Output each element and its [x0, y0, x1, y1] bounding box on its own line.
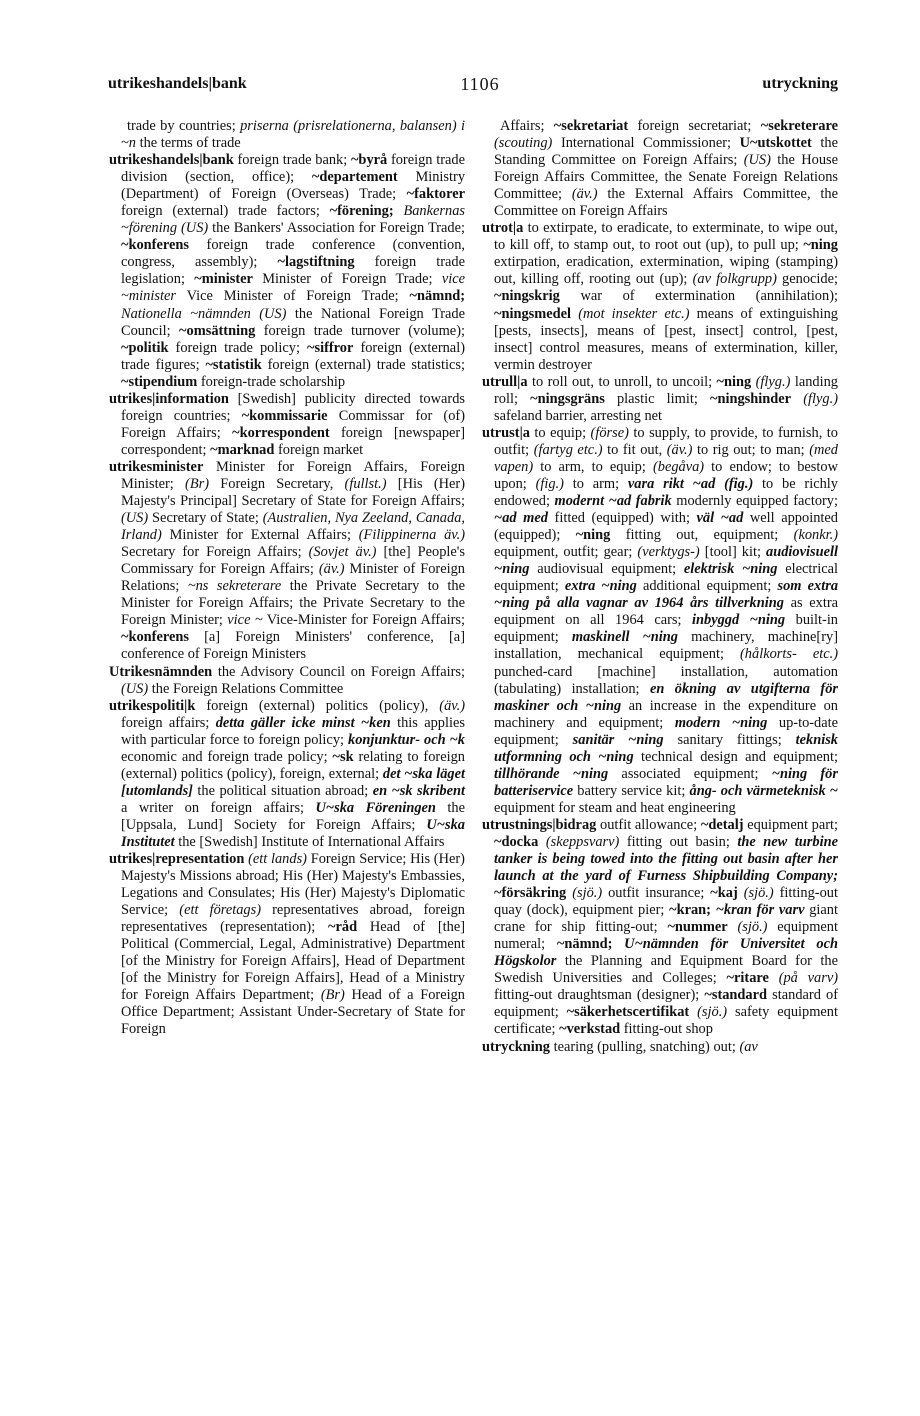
- definition-text: foreign [newspaper] correspondent;: [121, 424, 465, 458]
- definition-text: Foreign Service; His (Her) Majesty's Missions abroad; His (Her) Majesty's Embassies, Legations and Consulates; His (Her) Majesty's Diplomatic Service;: [121, 851, 465, 919]
- definition-text: additional equipment;: [636, 578, 778, 595]
- italic-gloss: (hålkorts- etc.): [740, 646, 838, 663]
- definition-text: fitting out, equipment;: [610, 527, 794, 544]
- italic-gloss: (sjö.): [572, 885, 603, 902]
- italic-gloss: (skeppsvarv): [545, 833, 620, 850]
- headword: utrustnings|bidrag: [482, 816, 597, 833]
- definition-text: to arm, to equip;: [533, 458, 653, 475]
- definition-text: the Advisory Council on Foreign Affairs;: [212, 663, 465, 680]
- italic-gloss: (US): [743, 152, 771, 169]
- dictionary-entry: [482, 220, 838, 373]
- definition-text: foreign (external) trade factors;: [121, 203, 330, 220]
- subentry: ~kran;: [669, 902, 711, 919]
- definition-text: fitting-out quay (dock), equipment pier;: [494, 885, 838, 919]
- italic-gloss: priserna (prisrelationerna, balansen) i ~n: [121, 118, 465, 152]
- italic-gloss: (fullst.): [344, 475, 387, 492]
- italic-gloss: (US): [121, 510, 149, 527]
- definition-text: foreign (external) trade statistics;: [261, 356, 465, 373]
- definition-text: war of extermination (annihilation);: [559, 288, 838, 305]
- subentry: ~nummer: [667, 919, 728, 936]
- italic-phrase: det ~ska läget [utomlands]: [121, 765, 465, 799]
- definition-text: [728, 919, 738, 935]
- subentry: ~råd: [328, 919, 358, 936]
- italic-phrase: modern ~ning: [674, 714, 768, 731]
- italic-gloss: (sjö.): [737, 919, 768, 936]
- definition-text: the Bankers' Association for Foreign Trade;: [208, 220, 465, 237]
- subentry: ~försäkring: [494, 885, 567, 902]
- definition-text: [tool] kit;: [699, 544, 767, 561]
- italic-gloss: (ett företags): [179, 902, 262, 919]
- italic-phrase: detta gäller icke minst ~ken: [215, 714, 391, 731]
- headword: utrikes|representation: [109, 851, 245, 868]
- subentry: ~konferens: [121, 237, 189, 254]
- italic-gloss: (flyg.): [755, 373, 791, 390]
- italic-phrase: inbyggd ~ning: [692, 612, 786, 629]
- italic-phrase: ~ad med: [494, 510, 548, 527]
- definition-text: as extra equipment on all 1964 cars;: [494, 595, 838, 629]
- definition-text: Minister of Foreign Relations;: [121, 561, 465, 595]
- subentry: ~konferens: [121, 629, 189, 646]
- italic-gloss: (scouting): [494, 135, 553, 152]
- definition-text: foreign market: [274, 441, 364, 458]
- right-column: [482, 118, 838, 1056]
- definition-text: [394, 203, 404, 219]
- definition-text: technical design and equipment;: [633, 748, 838, 765]
- subentry: ~politik: [121, 339, 169, 356]
- definition-text: Minister for External Affairs;: [161, 527, 359, 544]
- definition-text: equipment for steam and heat engineering: [494, 799, 736, 816]
- italic-phrase: en ~sk skribent: [372, 782, 465, 799]
- definition-text: fitting-out shop: [620, 1021, 713, 1038]
- italic-phrase: ~kran för varv: [715, 902, 805, 919]
- definition-text: foreign trade policy;: [168, 339, 307, 356]
- subentry: ~ningsmedel: [494, 305, 572, 322]
- definition-text: outfit insurance;: [602, 885, 711, 902]
- definition-text: foreign affairs;: [121, 714, 216, 731]
- italic-gloss: Nationella ~nämnden (US): [121, 305, 287, 322]
- headword: Utrikesnämnden: [109, 663, 213, 680]
- subentry: ~nämnd;: [556, 936, 613, 953]
- definition-text: built-in equipment;: [494, 612, 839, 646]
- headword: utrot|a: [482, 220, 524, 237]
- italic-gloss: (äv.): [666, 441, 693, 458]
- definition-text: modernly equipped factory;: [671, 493, 839, 510]
- definition-text: safety equipment certificate;: [494, 1004, 838, 1038]
- definition-text: well appointed (equipped);: [494, 510, 838, 544]
- definition-text: fitting-out draughtsman (designer);: [494, 987, 705, 1004]
- italic-gloss: (av folkgrupp): [692, 271, 777, 288]
- subentry: ~sekretariat: [553, 118, 629, 134]
- definition-text: Secretary for Foreign Affairs;: [121, 544, 309, 561]
- definition-text: the National Foreign Trade Council;: [121, 305, 465, 339]
- definition-text: foreign trade turnover (volume);: [255, 322, 465, 339]
- subentry: ~kaj: [710, 885, 738, 902]
- subentry: ~siffror: [307, 339, 354, 356]
- italic-gloss: (Australien, Nya Zeeland, Canada, Irland): [121, 510, 465, 544]
- definition-text: the Foreign Relations Committee: [148, 680, 344, 697]
- definition-text: the terms of trade: [135, 135, 241, 152]
- definition-text: to equip;: [529, 424, 591, 441]
- definition-text: the Planning and Equipment Board for the Swedish Universities and Colleges;: [494, 953, 838, 987]
- definition-text: fitting out basin;: [619, 833, 738, 850]
- definition-text: [Swedish] publicity directed towards foreign countries;: [121, 390, 465, 424]
- italic-phrase: en ökning av utgifterna för maskiner och ~ning: [494, 680, 839, 714]
- subentry: ~ningskrig: [494, 288, 560, 305]
- definition-text: Affairs;: [500, 118, 554, 134]
- definition-text: landing roll;: [494, 373, 838, 407]
- italic-gloss: (Br): [185, 475, 210, 492]
- definition-text: this applies with particular force to foreign policy;: [121, 714, 465, 748]
- subentry: U~utskottet: [739, 135, 812, 152]
- subentry: ~säkerhetscertifikat: [566, 1004, 690, 1021]
- italic-phrase: vara rikt ~ad (fig.): [627, 475, 754, 492]
- subentry: ~verkstad: [559, 1021, 621, 1038]
- italic-gloss: Bankernas ~förening (US): [121, 203, 465, 237]
- subentry: ~nämnd;: [409, 288, 465, 305]
- subentry: ~standard: [704, 987, 768, 1004]
- dictionary-entry: [109, 664, 465, 698]
- definition-text: to extirpate, to eradicate, to exterminate, to wipe out, to kill off, to stamp out, to root out (up), to pull up;: [494, 220, 838, 254]
- definition-text: up-to-date equipment;: [494, 714, 839, 748]
- italic-phrase: maskinell ~ning: [571, 629, 679, 646]
- definition-text: to fit out,: [602, 441, 667, 458]
- definition-text: foreign (external) politics (policy),: [195, 697, 440, 714]
- italic-gloss: (fartyg etc.): [533, 441, 603, 458]
- subentry: ~ning: [803, 237, 838, 254]
- definition-text: the [Swedish] Institute of International Affairs: [174, 833, 445, 850]
- definition-text: extirpation, eradication, extermination, wiping (stamping) out, killing off, rooting out (up);: [494, 254, 838, 288]
- italic-gloss: (begåva): [652, 458, 705, 475]
- entry-continuation: [109, 118, 465, 152]
- italic-gloss: (Filippinerna äv.): [358, 527, 465, 544]
- entry-continuation: [482, 118, 838, 220]
- definition-text: giant crane for ship fitting-out;: [494, 902, 838, 936]
- subentry: ~ning: [575, 527, 611, 544]
- dictionary-entry: [109, 391, 465, 459]
- subentry: ~kommissarie: [241, 407, 328, 424]
- definition-text: [689, 1004, 697, 1020]
- running-head-first-entry: utrikeshandels|bank: [108, 75, 247, 92]
- definition-text: means of extinguishing [pests, insects], means of [pest, insect] control, [pest, insect] control measures, means of extermination, killer, vermin destroyer: [494, 305, 838, 373]
- subentry: ~ning: [716, 373, 752, 390]
- subentry: ~ningsgräns: [530, 390, 605, 407]
- italic-phrase: sanitär ~ning: [572, 731, 664, 748]
- definition-text: foreign trade legislation;: [121, 254, 466, 288]
- definition-text: equipment, outfit; gear;: [494, 544, 638, 561]
- headword: utrikespoliti|k: [109, 697, 196, 714]
- definition-text: genocide;: [776, 271, 838, 288]
- dictionary-entry: [109, 698, 465, 851]
- definition-text: foreign-trade scholarship: [197, 373, 346, 390]
- italic-gloss: (US): [121, 680, 149, 697]
- subentry: ~faktorer: [406, 186, 465, 203]
- definition-text: electrical equipment;: [494, 561, 838, 595]
- subentry: ~ningshinder: [710, 390, 792, 407]
- definition-text: to roll out, to unroll, to uncoil;: [527, 373, 717, 390]
- definition-text: Secretary of State;: [148, 510, 263, 527]
- definition-text: foreign trade conference (convention, congress, assembly);: [121, 237, 465, 271]
- italic-gloss: vice ~: [227, 612, 263, 629]
- subentry: ~korrespondent: [232, 424, 330, 441]
- headword: utrikeshandels|bank: [109, 152, 234, 169]
- definition-text: [791, 391, 803, 407]
- definition-text: [the] People's Commissary for Foreign Affairs;: [121, 544, 465, 578]
- headword: utrull|a: [482, 373, 528, 390]
- definition-text: equipment numeral;: [494, 919, 839, 953]
- definition-text: battery service kit;: [573, 782, 690, 799]
- definition-text: the Private Secretary to the Minister for Foreign Affairs; the Private Secretary to the Foreign Minister;: [121, 578, 465, 629]
- italic-phrase: modernt ~ad fabrik: [554, 493, 672, 510]
- definition-text: Head of [the] Political (Commercial, Legal, Administrative) Department [of the Ministry for Foreign Affairs], Head of Department [of the Ministry for Foreign Affairs], Head of a Ministry for Foreign Affairs Department;: [121, 919, 465, 1004]
- italic-phrase: U~ska Föreningen: [315, 799, 436, 816]
- dictionary-entry: [482, 1039, 838, 1056]
- subentry: ~departement: [311, 169, 398, 186]
- italic-gloss: ~ns sekreterare: [187, 578, 282, 595]
- italic-gloss: (flyg.): [803, 390, 838, 407]
- definition-text: plastic limit;: [604, 390, 710, 407]
- definition-text: foreign (external) trade figures;: [121, 339, 465, 373]
- subentry: ~detalj: [700, 816, 744, 833]
- italic-gloss: vice ~minister: [121, 271, 465, 305]
- italic-phrase: tillhörande ~ning: [494, 765, 609, 782]
- subentry: ~statistik: [205, 356, 262, 373]
- italic-gloss: (konkr.): [793, 527, 839, 544]
- definition-text: to supply, to provide, to furnish, to outfit;: [494, 424, 838, 458]
- definition-text: [His (Her) Majesty's Principal] Secretary of State for Foreign Affairs;: [121, 475, 465, 510]
- italic-gloss: (mot insekter etc.): [578, 305, 690, 322]
- headword: utrikes|information: [109, 390, 229, 407]
- headword: utrust|a: [482, 424, 530, 441]
- definition-text: Vice Minister of Foreign Trade;: [175, 288, 410, 305]
- italic-phrase: U~nämnden för Universitet och Högskolor: [494, 936, 838, 970]
- definition-text: International Commissioner;: [552, 135, 740, 152]
- definition-text: [a] Foreign Ministers' conference, [a] conference of Foreign Ministers: [121, 629, 465, 663]
- definition-text: Vice-Minister for Foreign Affairs;: [262, 612, 465, 629]
- subentry: ~marknad: [210, 441, 275, 458]
- headword: utrikesminister: [109, 458, 204, 475]
- dictionary-entry: [482, 817, 838, 1039]
- subentry: ~lagstiftning: [277, 254, 355, 271]
- left-column: [109, 118, 465, 1039]
- definition-text: tearing (pulling, snatching) out;: [549, 1038, 740, 1055]
- definition-text: [769, 970, 779, 986]
- italic-gloss: (på varv): [778, 970, 838, 987]
- definition-text: relating to foreign (external) politics (policy), foreign, external;: [121, 748, 465, 782]
- subentry: ~stipendium: [121, 373, 198, 390]
- definition-text: associated equipment;: [608, 765, 772, 782]
- definition-text: safeland barrier, arresting net: [494, 407, 663, 424]
- definition-text: punched-card [machine] installation, automation (tabulating) installation;: [494, 663, 838, 697]
- definition-text: Head of a Foreign Office Department; Assistant Under-Secretary of State for Foreign: [121, 987, 465, 1038]
- definition-text: Minister for Foreign Affairs, Foreign Minister;: [121, 458, 465, 492]
- definition-text: machinery, machine[ry] installation, mechanical equipment;: [494, 629, 839, 663]
- dictionary-entry: [109, 851, 465, 1039]
- definition-text: audiovisual equipment;: [529, 561, 684, 578]
- definition-text: Ministry (Department) of Foreign (Overseas) Trade;: [121, 169, 466, 203]
- subentry: ~minister: [194, 271, 253, 288]
- definition-text: foreign trade bank;: [233, 152, 351, 169]
- definition-text: representatives abroad, foreign representatives (representation);: [121, 902, 466, 936]
- italic-gloss: (av: [739, 1038, 758, 1055]
- subentry: ~omsättning: [179, 322, 256, 339]
- definition-text: an increase in the expenditure on machinery and equipment;: [494, 697, 838, 731]
- italic-phrase: the new turbine tanker is being towed into the fitting out basin after her launch at the yard of Furness Shipbuilding Company;: [494, 833, 838, 885]
- definition-text: to arm;: [563, 475, 628, 492]
- dictionary-entry: [109, 152, 465, 391]
- subentry: ~docka: [494, 833, 539, 850]
- definition-text: [612, 936, 624, 952]
- definition-text: to be richly endowed;: [494, 475, 838, 510]
- dictionary-entry: [482, 374, 838, 425]
- italic-gloss: (verktygs-): [637, 544, 700, 561]
- definition-text: Minister of Foreign Trade;: [252, 271, 442, 288]
- dictionary-entry: [109, 459, 465, 664]
- italic-phrase: teknisk utformning och ~ning: [494, 731, 839, 765]
- italic-gloss: (äv.): [571, 186, 598, 203]
- definition-text: the Standing Committee on Foreign Affairs;: [494, 135, 838, 169]
- running-head-last-entry: utryckning: [762, 75, 838, 92]
- subentry: ~sekreterare: [760, 118, 838, 134]
- definition-text: to endow; to bestow upon;: [494, 458, 838, 492]
- definition-text: a writer on foreign affairs;: [121, 799, 316, 816]
- italic-gloss: (sjö.): [743, 885, 774, 902]
- definition-text: the External Affairs Committee, the Committee on Foreign Affairs: [494, 186, 838, 220]
- subentry: ~byrå: [350, 152, 388, 169]
- headword: utryckning: [482, 1038, 550, 1055]
- definition-text: [538, 834, 546, 850]
- definition-text: Foreign Secretary,: [209, 475, 345, 492]
- page-number: 1106: [460, 74, 500, 94]
- definition-text: fitted (equipped) with;: [547, 510, 697, 527]
- definition-text: economic and foreign trade policy;: [121, 748, 333, 765]
- italic-phrase: extra ~ning: [564, 578, 637, 595]
- italic-gloss: (sjö.): [697, 1004, 728, 1021]
- italic-gloss: (Sovjet äv.): [308, 544, 377, 561]
- dictionary-entry: [482, 425, 838, 817]
- definition-text: foreign trade division (section, office);: [121, 152, 465, 186]
- italic-phrase: konjunktur- och ~k: [348, 731, 465, 748]
- italic-phrase: som extra ~ning på alla vagnar av 1964 års tillverkning: [494, 578, 839, 612]
- definition-text: equipment part;: [743, 816, 838, 833]
- italic-phrase: väl ~ad: [696, 510, 744, 527]
- subentry: ~sk: [332, 748, 354, 765]
- subentry: ~ritare: [726, 970, 769, 987]
- definition-text: sanitary fittings;: [663, 731, 796, 748]
- italic-phrase: U~ska Institutet: [121, 816, 465, 850]
- italic-gloss: (äv.): [318, 561, 345, 578]
- italic-phrase: elektrisk ~ning: [683, 561, 778, 578]
- italic-phrase: audiovisuell ~ning: [494, 544, 838, 578]
- italic-gloss: (förse): [590, 424, 629, 441]
- definition-text: Commissar for (of) Foreign Affairs;: [121, 407, 465, 441]
- definition-text: the [Uppsala, Lund] Society for Foreign Affairs;: [121, 799, 465, 833]
- italic-gloss: (ett lands): [248, 851, 307, 868]
- italic-phrase: ~ning för batteriservice: [494, 765, 838, 799]
- subentry: ~förening;: [329, 203, 394, 220]
- italic-gloss: (fig.): [535, 475, 564, 492]
- definition-text: foreign secretariat;: [628, 118, 761, 134]
- italic-gloss: (med vapen): [494, 441, 838, 475]
- definition-text: trade by countries;: [127, 118, 241, 134]
- definition-text: the political situation abroad;: [192, 782, 373, 799]
- definition-text: outfit allowance;: [596, 816, 701, 833]
- definition-text: standard of equipment;: [494, 987, 838, 1021]
- definition-text: to rig out; to man;: [692, 441, 810, 458]
- italic-gloss: (äv.): [439, 697, 465, 714]
- italic-phrase: ång- och värmeteknisk ~: [689, 782, 838, 799]
- definition-text: the House Foreign Affairs Committee, the Senate Foreign Relations Committee;: [494, 152, 838, 203]
- italic-gloss: (Br): [320, 987, 345, 1004]
